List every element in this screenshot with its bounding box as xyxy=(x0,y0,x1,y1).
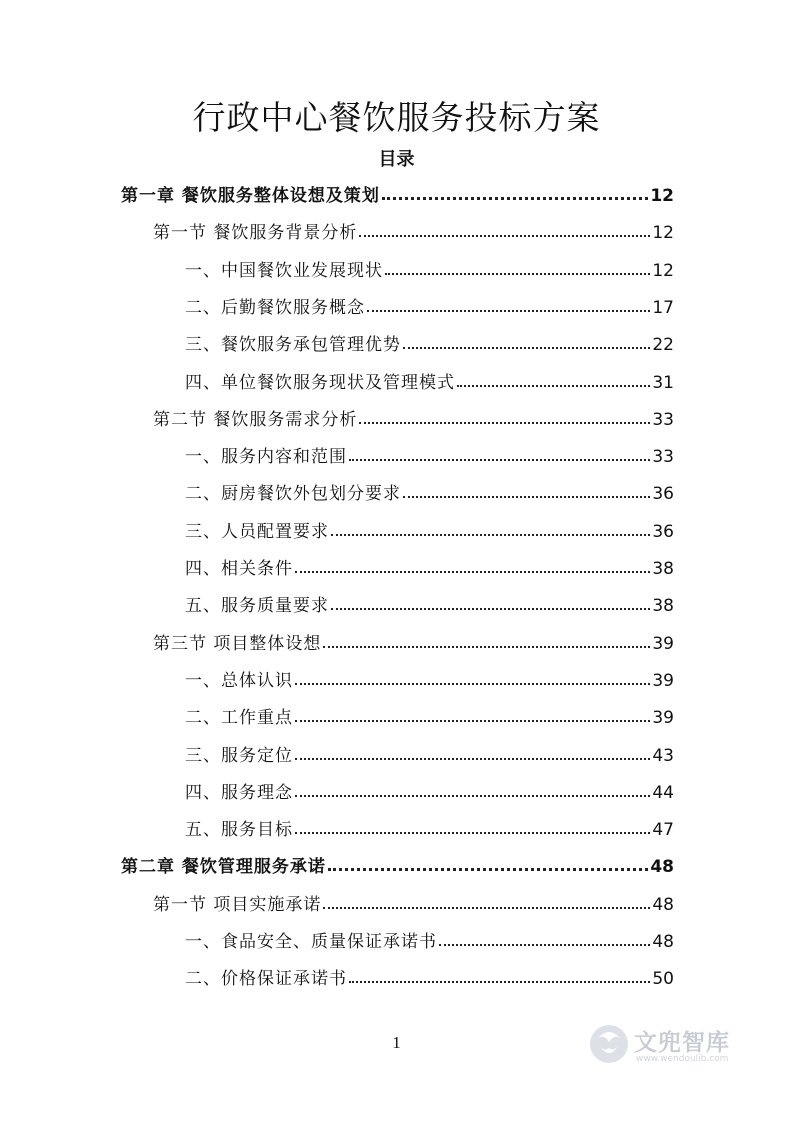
page-number: 1 xyxy=(392,1033,401,1052)
toc-entry-label: 二、厨房餐饮外包划分要求 xyxy=(185,484,401,504)
toc-entry-page: 50 xyxy=(652,969,674,989)
toc-entry-page: 38 xyxy=(652,596,674,616)
toc-entry-page: 12 xyxy=(652,223,674,243)
toc-leader-dots xyxy=(295,683,650,685)
toc-entry[interactable] xyxy=(185,777,674,803)
toc-entry[interactable] xyxy=(185,926,674,952)
toc-entry-page: 43 xyxy=(652,746,674,766)
toc-entry[interactable] xyxy=(185,814,674,840)
toc-entry-label: 五、服务质量要求 xyxy=(185,596,329,616)
toc-entry-page: 39 xyxy=(652,634,674,654)
toc-leader-dots xyxy=(331,608,650,610)
toc-leader-dots xyxy=(403,496,650,498)
toc-entry-label: 五、服务目标 xyxy=(185,820,293,840)
toc-entry-page: 36 xyxy=(652,522,674,542)
toc-entry[interactable] xyxy=(185,553,674,579)
toc-entry-page: 48 xyxy=(652,932,674,952)
toc-entry-label: 四、服务理念 xyxy=(185,783,293,803)
toc-leader-dots xyxy=(349,981,650,983)
toc-entry-label: 三、服务定位 xyxy=(185,746,293,766)
toc-leader-dots xyxy=(323,907,650,909)
toc-leader-dots xyxy=(295,758,650,760)
toc-entry-page: 31 xyxy=(652,373,674,393)
document-title: 行政中心餐饮服务投标方案 xyxy=(192,98,601,137)
toc-leader-dots xyxy=(439,944,650,946)
wendou-logo-icon xyxy=(588,1020,630,1068)
toc-entry-label: 二、价格保证承诺书 xyxy=(185,969,347,989)
toc-entry-page: 33 xyxy=(652,410,674,430)
toc-entry[interactable] xyxy=(153,404,674,430)
toc-entry-page: 48 xyxy=(650,857,674,877)
toc-entry[interactable] xyxy=(185,665,674,691)
toc-entry[interactable] xyxy=(153,889,674,915)
toc-leader-dots xyxy=(349,459,650,461)
toc-leader-dots xyxy=(385,273,650,275)
toc-entry[interactable] xyxy=(185,740,674,766)
toc-entry-label: 一、总体认识 xyxy=(185,671,293,691)
toc-entry-label: 第三节 项目整体设想 xyxy=(153,634,322,654)
toc-entry[interactable] xyxy=(153,217,674,243)
toc-entry-page: 39 xyxy=(652,671,674,691)
toc-entry[interactable] xyxy=(121,180,674,206)
toc-entry-page: 12 xyxy=(652,261,674,281)
toc-leader-dots xyxy=(359,422,650,424)
toc-leader-dots xyxy=(295,720,650,722)
toc-entry-page: 44 xyxy=(652,783,674,803)
toc-entry[interactable] xyxy=(185,516,674,542)
toc-entry-page: 36 xyxy=(652,484,674,504)
toc-entry-page: 47 xyxy=(652,820,674,840)
toc-leader-dots xyxy=(295,795,650,797)
toc-leader-dots xyxy=(403,347,650,349)
toc-entry-page: 12 xyxy=(650,186,674,206)
toc-entry-label: 一、中国餐饮业发展现状 xyxy=(185,261,383,281)
toc-entry[interactable] xyxy=(185,590,674,616)
toc-entry-label: 二、工作重点 xyxy=(185,708,293,728)
toc-entry[interactable] xyxy=(185,292,674,318)
toc-entry[interactable] xyxy=(185,367,674,393)
toc-entry-label: 四、单位餐饮服务现状及管理模式 xyxy=(185,373,455,393)
toc-entry-label: 二、后勤餐饮服务概念 xyxy=(185,298,365,318)
toc-entry[interactable] xyxy=(185,963,674,989)
toc-entry-page: 22 xyxy=(652,335,674,355)
watermark-brand: 文兜智库 xyxy=(634,1030,730,1056)
toc-entry-label: 一、服务内容和范围 xyxy=(185,447,347,467)
toc-leader-dots xyxy=(367,310,650,312)
watermark xyxy=(588,1018,748,1072)
toc-entry[interactable] xyxy=(121,851,674,877)
toc-entry-label: 第一节 餐饮服务背景分析 xyxy=(153,223,358,243)
toc-entry-label: 三、餐饮服务承包管理优势 xyxy=(185,335,401,355)
toc-leader-dots xyxy=(359,235,650,237)
toc-leader-dots xyxy=(331,534,650,536)
toc-leader-dots xyxy=(295,571,650,573)
toc-entry-page: 38 xyxy=(652,559,674,579)
toc-entry[interactable] xyxy=(153,628,674,654)
toc-leader-dots xyxy=(323,646,650,648)
toc-entry-label: 三、人员配置要求 xyxy=(185,522,329,542)
toc-entry[interactable] xyxy=(185,702,674,728)
toc-entry-label: 第一章 餐饮服务整体设想及策划 xyxy=(121,186,380,206)
toc-leader-dots xyxy=(457,385,650,387)
toc-entry-page: 39 xyxy=(652,708,674,728)
toc-entry[interactable] xyxy=(185,478,674,504)
toc-entry-label: 第一节 项目实施承诺 xyxy=(153,895,322,915)
toc-leader-dots xyxy=(328,868,648,871)
toc-entry[interactable] xyxy=(185,441,674,467)
toc-entry-label: 第二章 餐饮管理服务承诺 xyxy=(121,857,326,877)
toc-entry-page: 17 xyxy=(652,298,674,318)
toc-entry[interactable] xyxy=(185,329,674,355)
watermark-url: www.wendoulib.com xyxy=(636,1054,729,1064)
toc-heading: 目录 xyxy=(378,149,415,170)
toc-entry-label: 一、食品安全、质量保证承诺书 xyxy=(185,932,437,952)
toc-entry-page: 48 xyxy=(652,895,674,915)
toc-leader-dots xyxy=(382,197,648,200)
toc-entry-label: 第二节 餐饮服务需求分析 xyxy=(153,410,358,430)
toc-leader-dots xyxy=(295,832,650,834)
toc-entry-label: 四、相关条件 xyxy=(185,559,293,579)
toc-entry-page: 33 xyxy=(652,447,674,467)
toc-entry[interactable] xyxy=(185,255,674,281)
